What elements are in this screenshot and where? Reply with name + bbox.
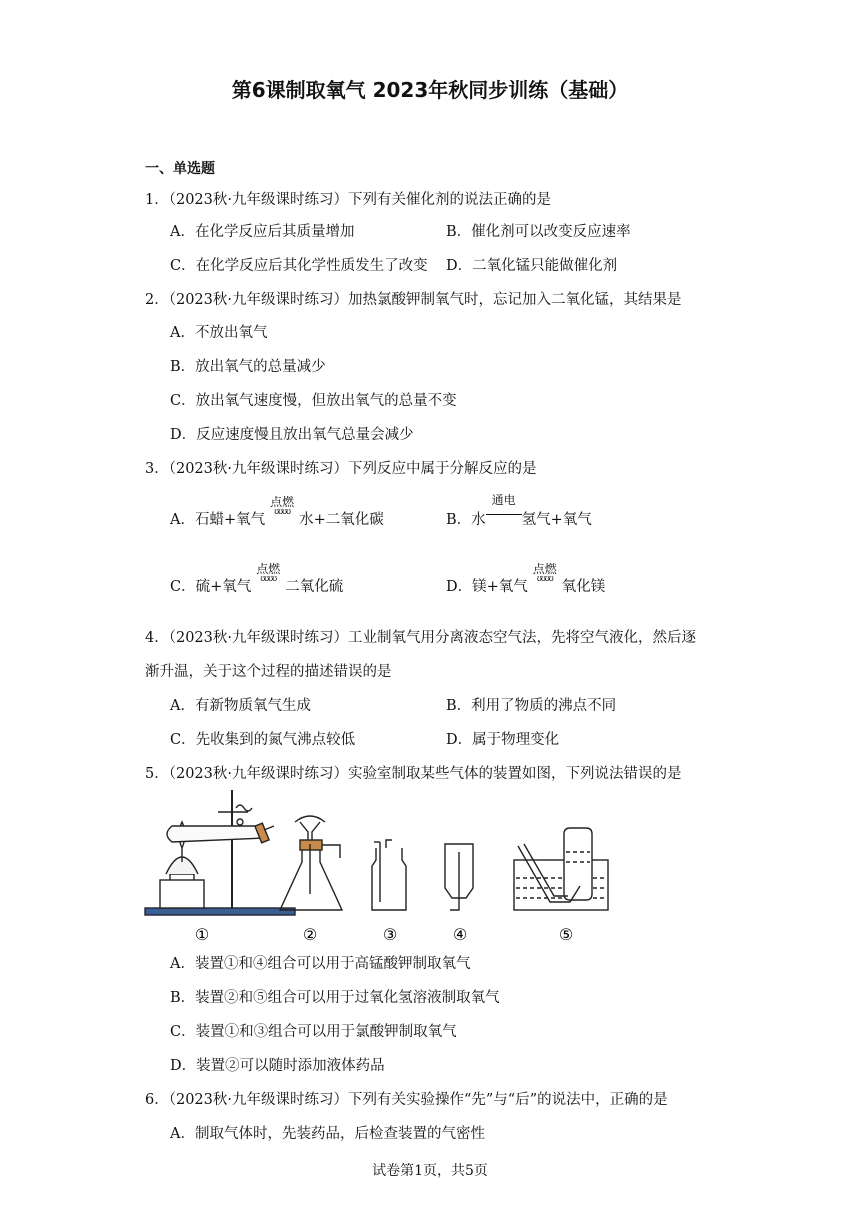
question-3-stem: 3．（2023秋·九年级课时练习）下列反应中属于分解反应的是 [145,461,537,477]
question-4-option-b: B．利用了物质的沸点不同 [446,698,617,714]
question-1-stem: 1．（2023秋·九年级课时练习）下列有关催化剂的说法正确的是 [145,192,551,208]
question-1-option-b: B．催化剂可以改变反应速率 [446,224,631,240]
question-1-option-d: D．二氧化锰只能做催化剂 [446,258,618,274]
condition-label: 通电 [491,493,516,507]
apparatus-figure [140,782,620,947]
question-4-stem-line-1: 4．（2023秋·九年级课时练习）工业制氧气用分离液态空气法，先将空气液化，然后逐 [145,630,696,646]
apparatus-2-flask-icon [280,816,342,910]
question-1-option-a: A．在化学反应后其质量增加 [170,224,355,240]
apparatus-4-inverted-bottle-icon [445,844,473,910]
apparatus-label-2: ② [302,925,318,944]
option-c-reactants: C．硫+氧气 [170,579,252,595]
question-2-option-a: A．不放出氧气 [170,325,268,341]
question-5-stem: 5．（2023秋·九年级课时练习）实验室制取某些气体的装置如图，下列说法错误的是 [145,766,682,782]
apparatus-label-4: ④ [452,925,468,944]
condition-label: 点燃 [256,562,281,576]
question-2-option-b: B．放出氧气的总量减少 [170,359,326,375]
question-5-option-c: C．装置①和③组合可以用于氯酸钾制取氧气 [170,1024,457,1040]
question-2-stem: 2．（2023秋·九年级课时练习）加热氯酸钾制氧气时，忘记加入二氧化锰，其结果是 [145,292,682,308]
question-4-option-c: C．先收集到的氮气沸点较低 [170,732,356,748]
option-d-reactants: D．镁+氧气 [446,579,528,595]
option-b-reactants: B．水 [446,512,486,528]
squiggle-arrow-icon: ʊʊʊʊ [536,574,553,583]
question-6-option-a: A．制取气体时，先装药品，后检查装置的气密性 [170,1126,485,1142]
section-heading: 一、单选题 [145,161,215,177]
condition-label: 点燃 [532,562,557,576]
question-5-option-a: A．装置①和④组合可以用于高锰酸钾制取氧气 [170,956,471,972]
apparatus-1-heating-icon [145,790,295,915]
reaction-condition-d [528,562,562,595]
question-5-option-b: B．装置②和⑤组合可以用于过氧化氢溶液制取氧气 [170,990,500,1006]
option-b-products: 氢气+氧气 [521,512,592,528]
squiggle-arrow-icon: ʊʊʊʊ [260,574,277,583]
question-1-option-c: C．在化学反应后其化学性质发生了改变 [170,258,428,274]
page-footer: 试卷第1页，共5页 [372,1163,488,1179]
option-a-products: 水+二氧化碳 [299,512,384,528]
question-4-stem-line-2: 渐升温，关于这个过程的描述错误的是 [145,664,392,680]
equals-line-icon [486,514,522,515]
squiggle-arrow-icon: ʊʊʊʊ [274,507,291,516]
reaction-condition-c [251,562,285,595]
page-title: 第6课制取氧气 2023年秋同步训练（基础） [231,78,629,102]
apparatus-5-water-trough-icon [514,828,608,910]
question-6-stem: 6．（2023秋·九年级课时练习）下列有关实验操作“先”与“后”的说法中，正确的是 [145,1092,668,1108]
question-2-option-d: D．反应速度慢且放出氧气总量会减少 [170,427,414,443]
apparatus-label-1: ① [194,925,210,944]
question-4-option-a: A．有新物质氧气生成 [170,698,311,714]
question-3-option-b [446,493,592,529]
question-3-option-c [170,562,344,596]
question-3-option-a [170,495,384,529]
option-d-products: 氧化镁 [561,579,606,595]
question-3-option-d [446,562,606,596]
reaction-condition-b [486,493,522,528]
question-5-option-d: D．装置②可以随时添加液体药品 [170,1058,385,1074]
option-a-reactants: A．石蜡+氧气 [170,512,266,528]
condition-label: 点燃 [270,495,295,509]
apparatus-label-5: ⑤ [558,925,574,944]
question-4-option-d: D．属于物理变化 [446,732,560,748]
option-c-products: 二氧化硫 [285,579,344,595]
question-2-option-c: C．放出氧气速度慢，但放出氧气的总量不变 [170,393,457,409]
apparatus-label-3: ③ [382,925,398,944]
apparatus-3-bottle-icon [372,840,406,910]
reaction-condition-a [265,495,299,528]
